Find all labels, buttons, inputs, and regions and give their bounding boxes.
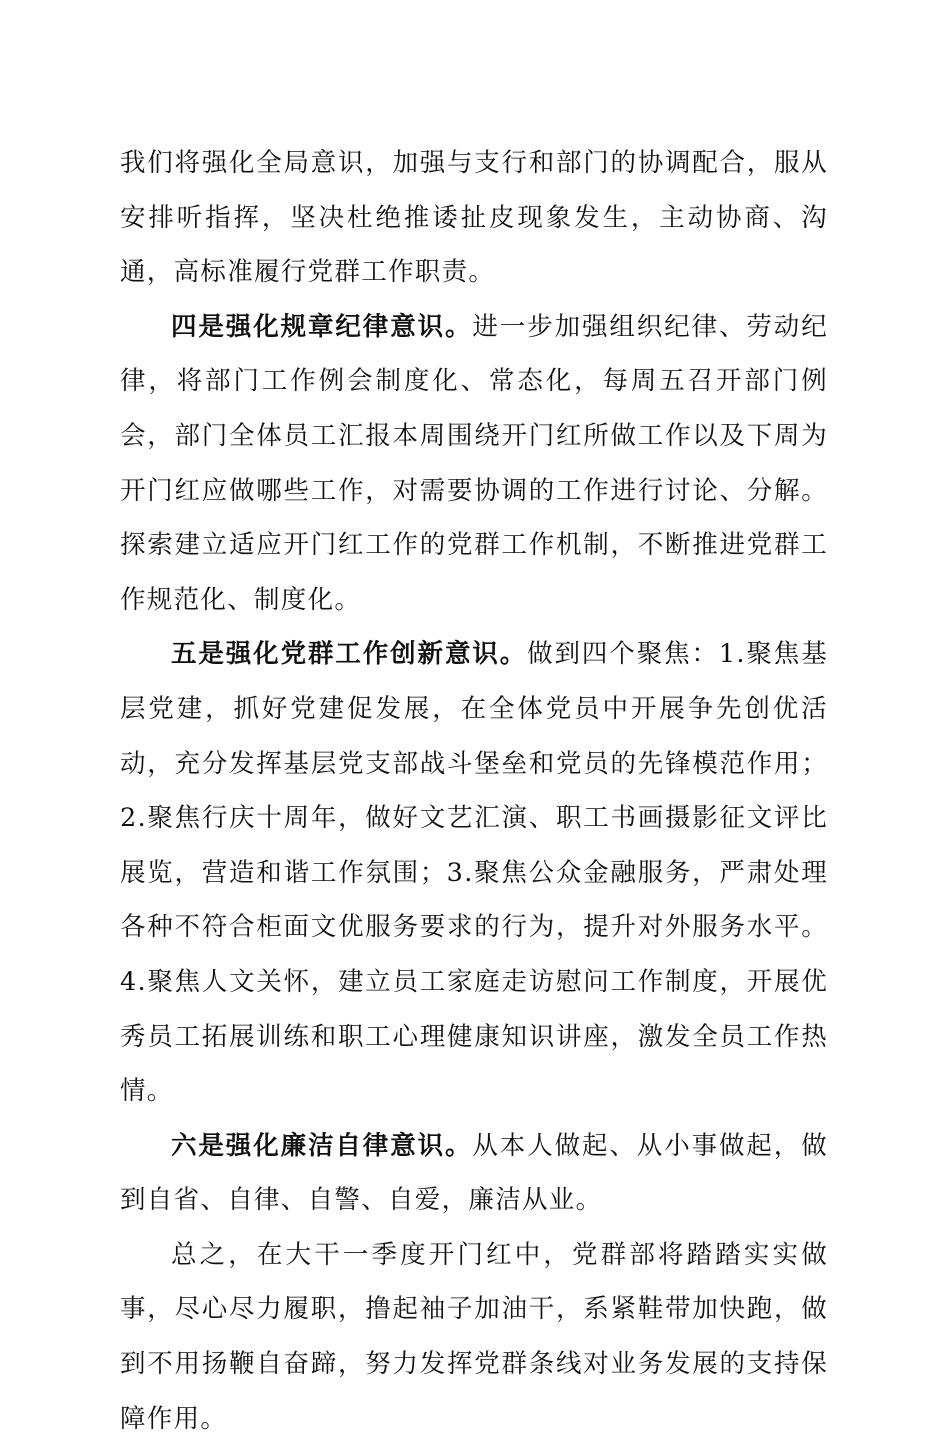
paragraph-heading: 六是强化廉洁自律意识。 (171, 1130, 473, 1161)
paragraph-coordination (120, 136, 828, 300)
paragraph-heading: 四是强化规章纪律意识。 (171, 311, 473, 342)
paragraph-heading: 五是强化党群工作创新意识。 (171, 639, 528, 670)
paragraph-discipline (120, 300, 828, 628)
paragraph-text: 总之，在大干一季度开门红中，党群部将踏踏实实做事，尽心尽力履职，撸起袖子加油干，系紧鞋带加快跑，做到不用扬鞭自奋蹄，努力发挥党群条线对业务发展的支持保障作用。 (120, 1239, 828, 1434)
paragraph-innovation (120, 627, 828, 1118)
paragraph-text: 进一步加强组织纪律、劳动纪律，将部门工作例会制度化、常态化，每周五召开部门例会，部门全体员工汇报本周围绕开门红所做工作以及下周为开门红应做哪些工作，对需要协调的工作进行讨论、分解。探索建立适应开门红工作的党群工作机制，不断推进党群工作规范化、制度化。 (120, 311, 828, 615)
paragraph-conclusion (120, 1228, 828, 1446)
paragraph-text: 我们将强化全局意识，加强与支行和部门的协调配合，服从安排听指挥，坚决杜绝推诿扯皮现象发生，主动协商、沟通，高标准履行党群工作职责。 (120, 148, 828, 288)
paragraph-text: 从本人做起、从小事做起，做到自省、自律、自警、自爱，廉洁从业。 (120, 1130, 828, 1216)
paragraph-text: 做到四个聚焦：1.聚焦基层党建，抓好党建促发展，在全体党员中开展争先创优活动，充分发挥基层党支部战斗堡垒和党员的先锋模范作用；2.聚焦行庆十周年，做好文艺汇演、职工书画摄影征文评比展览，营造和谐工作氛围；3.聚焦公众金融服务，严肃处理各种不符合柜面文优服务要求的行为，提升对外服务水平。4.聚焦人文关怀，建立员工家庭走访慰问工作制度，开展优秀员工拓展训练和职工心理健康知识讲座，激发全员工作热情。 (120, 639, 828, 1107)
paragraph-integrity (120, 1119, 828, 1228)
document-body (120, 136, 828, 1446)
